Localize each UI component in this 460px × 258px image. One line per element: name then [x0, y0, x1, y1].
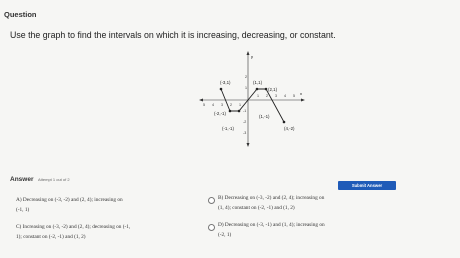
option-c-line1: C) Increasing on (-3, -2) and (2, 4); decreasing on (-1,: [16, 224, 131, 230]
answer-label: Answer: [10, 176, 34, 183]
option-d-line1: D) Decreasing on (-3, -1) and (1, 4); increasing on: [218, 222, 325, 228]
x-tick-1: 1: [257, 94, 259, 98]
function-graph: [196, 50, 308, 148]
x-tick-neg2: 2: [230, 103, 232, 107]
question-text: Use the graph to find the intervals on which it is increasing, decreasing, or constant.: [10, 30, 336, 40]
x-axis-label: x: [300, 91, 302, 96]
option-b-radio[interactable]: [208, 197, 215, 204]
x-tick-neg5: 5: [203, 103, 205, 107]
y-tick-1: 1: [245, 86, 247, 90]
option-d-line2: (-2, 1): [218, 232, 232, 238]
option-d-radio[interactable]: [208, 224, 215, 231]
y-tick-neg1: -1: [243, 109, 247, 113]
point-label-neg2-neg1: (-2,-1): [214, 111, 226, 116]
option-b-line1: B) Decreasing on (-3, -2) and (2, 4); increasing on: [218, 195, 325, 201]
y-tick-neg2: -2: [243, 120, 247, 124]
option-d[interactable]: [218, 220, 325, 240]
option-c-line2: 1); constant on (-2, -1) and (1, 2): [16, 234, 86, 240]
point-label-neg3-1: (-3,1): [220, 80, 231, 85]
x-tick-neg1: 1: [239, 103, 241, 107]
option-a[interactable]: [16, 195, 123, 215]
submit-answer-button[interactable]: Submit Answer: [338, 181, 396, 190]
option-b[interactable]: [218, 193, 324, 213]
point-label-1-1: (1,1): [253, 80, 263, 85]
point-label-1-neg1: (1,-1): [259, 114, 270, 119]
point-label-2-1: (2,1): [268, 87, 278, 92]
option-a-line2: (-1, 1): [16, 207, 30, 213]
attempt-counter: Attempt 1 out of 2: [38, 177, 70, 182]
x-tick-5: 5: [293, 94, 295, 98]
y-tick-2: 2: [245, 75, 247, 79]
option-b-line2: (1, 4); constant on (-2, -1) and (1, 2): [218, 205, 295, 211]
y-axis-label: y: [251, 54, 253, 59]
question-label: Question: [4, 10, 37, 19]
option-c[interactable]: [16, 222, 130, 242]
x-tick-4: 4: [284, 94, 286, 98]
x-tick-3: 3: [275, 94, 277, 98]
x-tick-neg3: 3: [221, 103, 223, 107]
option-a-line1: A) Decreasing on (-3, -2) and (2, 4); increasing on: [16, 197, 123, 203]
x-tick-neg4: 4: [212, 103, 214, 107]
y-tick-neg3: -3: [243, 131, 247, 135]
x-tick-2: 2: [266, 94, 268, 98]
point-label-4-neg2: (4,-2): [284, 126, 295, 131]
point-label-neg1-neg1: (-1,-1): [222, 126, 234, 131]
